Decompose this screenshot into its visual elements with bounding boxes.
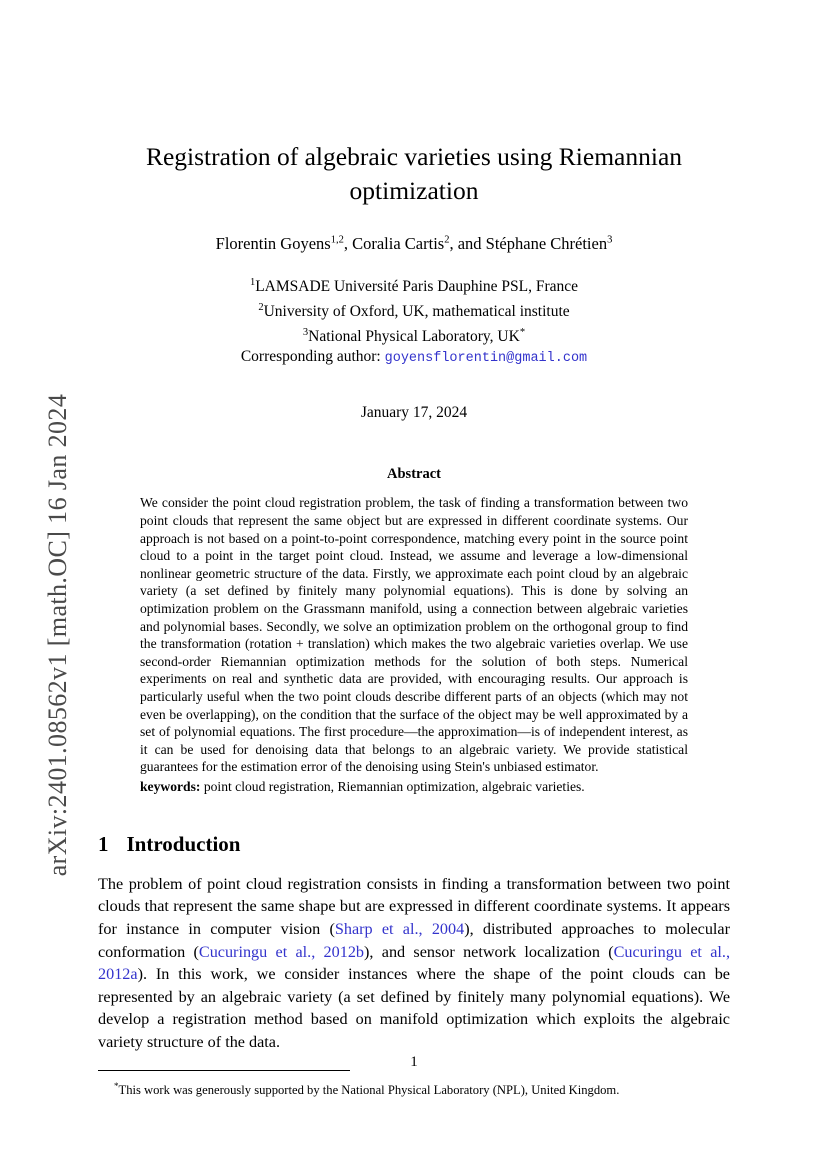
page-number: 1 — [410, 1054, 418, 1070]
affiliation-2 — [98, 297, 730, 322]
author-2-affiliation-marker: 2 — [444, 234, 450, 246]
author-1-name: Florentin Goyens — [215, 234, 331, 253]
affiliation-1 — [98, 272, 730, 297]
affiliation-1-marker: 1 — [249, 277, 256, 288]
author-separator-1: , — [343, 234, 353, 253]
affiliation-3-text: National Physical Laboratory, UK — [308, 328, 520, 346]
page-title: Registration of algebraic varieties using Riemannian optimization — [145, 142, 683, 205]
keywords-line — [140, 778, 688, 796]
section-number: 1 — [98, 831, 109, 856]
section-title: Introduction — [126, 831, 241, 856]
affiliation-2-marker: 2 — [258, 302, 264, 314]
paper-content — [98, 140, 730, 1098]
corresponding-author-line — [98, 348, 730, 366]
footnote-marker: * — [114, 1080, 119, 1091]
author-3-affiliation-marker: 3 — [607, 234, 613, 246]
paragraph-segment-text: ), and sensor network localization ( — [364, 942, 614, 961]
keywords-value: point cloud registration, Riemannian optimization, algebraic varieties. — [200, 778, 585, 794]
footnote-star-marker: * — [519, 327, 526, 339]
abstract-section — [140, 466, 688, 795]
author-separator-2: , and — [449, 234, 486, 253]
affiliation-1-text: LAMSADE Université Paris Dauphine PSL, France — [255, 278, 579, 296]
author-3-name: Stéphane Chrétien — [485, 234, 608, 253]
section-heading-introduction — [98, 832, 730, 857]
citation-cucuringu-2012b[interactable]: Cucuringu et al., 2012b — [198, 942, 365, 961]
footnote-body: This work was generously supported by the National Physical Laboratory (NPL), United Kingdom. — [118, 1082, 620, 1097]
publication-date: January 17, 2024 — [360, 404, 468, 422]
author-list — [98, 234, 730, 254]
abstract-body: We consider the point cloud registration problem, the task of finding a transformation between two point clouds that represent the same object but are expressed in different coordinate systems. Our approach is not based on a point-to-point correspondence, matching every point in the source point cloud to a point in the target point cloud. Instead, we assume and leverage a low-dimensional nonlinear geometric structure of the data. Firstly, we approximate each point cloud by an algebraic variety (a set defined by finitely many polynomial equations). This is done by solving an optimization problem on the Grassmann manifold, using a connection between algebraic varieties and polynomial bases. Secondly, we solve an optimization problem on the orthogonal group to find the transformation (rotation + translation) which makes the two algebraic varieties overlap. We use second-order Riemannian optimization methods for the solution of both steps. Numerical experiments on real and synthetic data are provided, with encouraging results. Our approach is particularly useful when the two point clouds describe different parts of an objects (which may not even be overlapping), on the condition that the surface of the object may be well approximated by a set of polynomial equations. The first procedure—the approximation—is of independent interest, as it can be used for denoising data that belongs to an algebraic variety. We provide statistical guarantees for the estimation error of the denoising using Stein's unbiased estimator. — [140, 495, 688, 775]
citation-cucuringu-2012a[interactable]: Cucuringu et al., 2012a — [98, 942, 730, 984]
affiliation-3-marker: 3 — [302, 327, 309, 339]
corresponding-author-label: Corresponding author: — [240, 348, 385, 366]
arxiv-identifier-stamp: arXiv:2401.08562v1 [math.OC] 16 Jan 2024 — [43, 393, 72, 877]
footnote-text — [98, 1078, 730, 1098]
affiliation-3 — [98, 322, 730, 347]
paragraph-segment-text: ). In this work, we consider instances where the shape of the point clouds can be represented by an algebraic variety (a set defined by finitely many polynomial equations). We develop a registration method based on manifold optimization which exploits the algebraic variety structure of the data. — [98, 965, 730, 1051]
abstract-heading: Abstract — [387, 466, 441, 483]
keywords-label: keywords: — [140, 778, 201, 794]
corresponding-author-email-link[interactable]: goyensflorentin@gmail.com — [384, 351, 588, 367]
paragraph-segment-text: ), distributed approaches to molecular conformation ( — [98, 919, 730, 961]
paragraph-segment-text: The problem of point cloud registration consists in finding a transformation between two point clouds that represent the same shape but are expressed in different coordinate systems. It appears for instance in computer vision ( — [98, 874, 730, 938]
author-1-affiliation-marker: 1,2 — [330, 234, 344, 246]
author-2-name: Coralia Cartis — [352, 234, 445, 253]
introduction-paragraph — [98, 873, 730, 1054]
affiliation-2-text: University of Oxford, UK, mathematical institute — [263, 303, 570, 321]
citation-sharp-2004[interactable]: Sharp et al., 2004 — [334, 919, 465, 938]
